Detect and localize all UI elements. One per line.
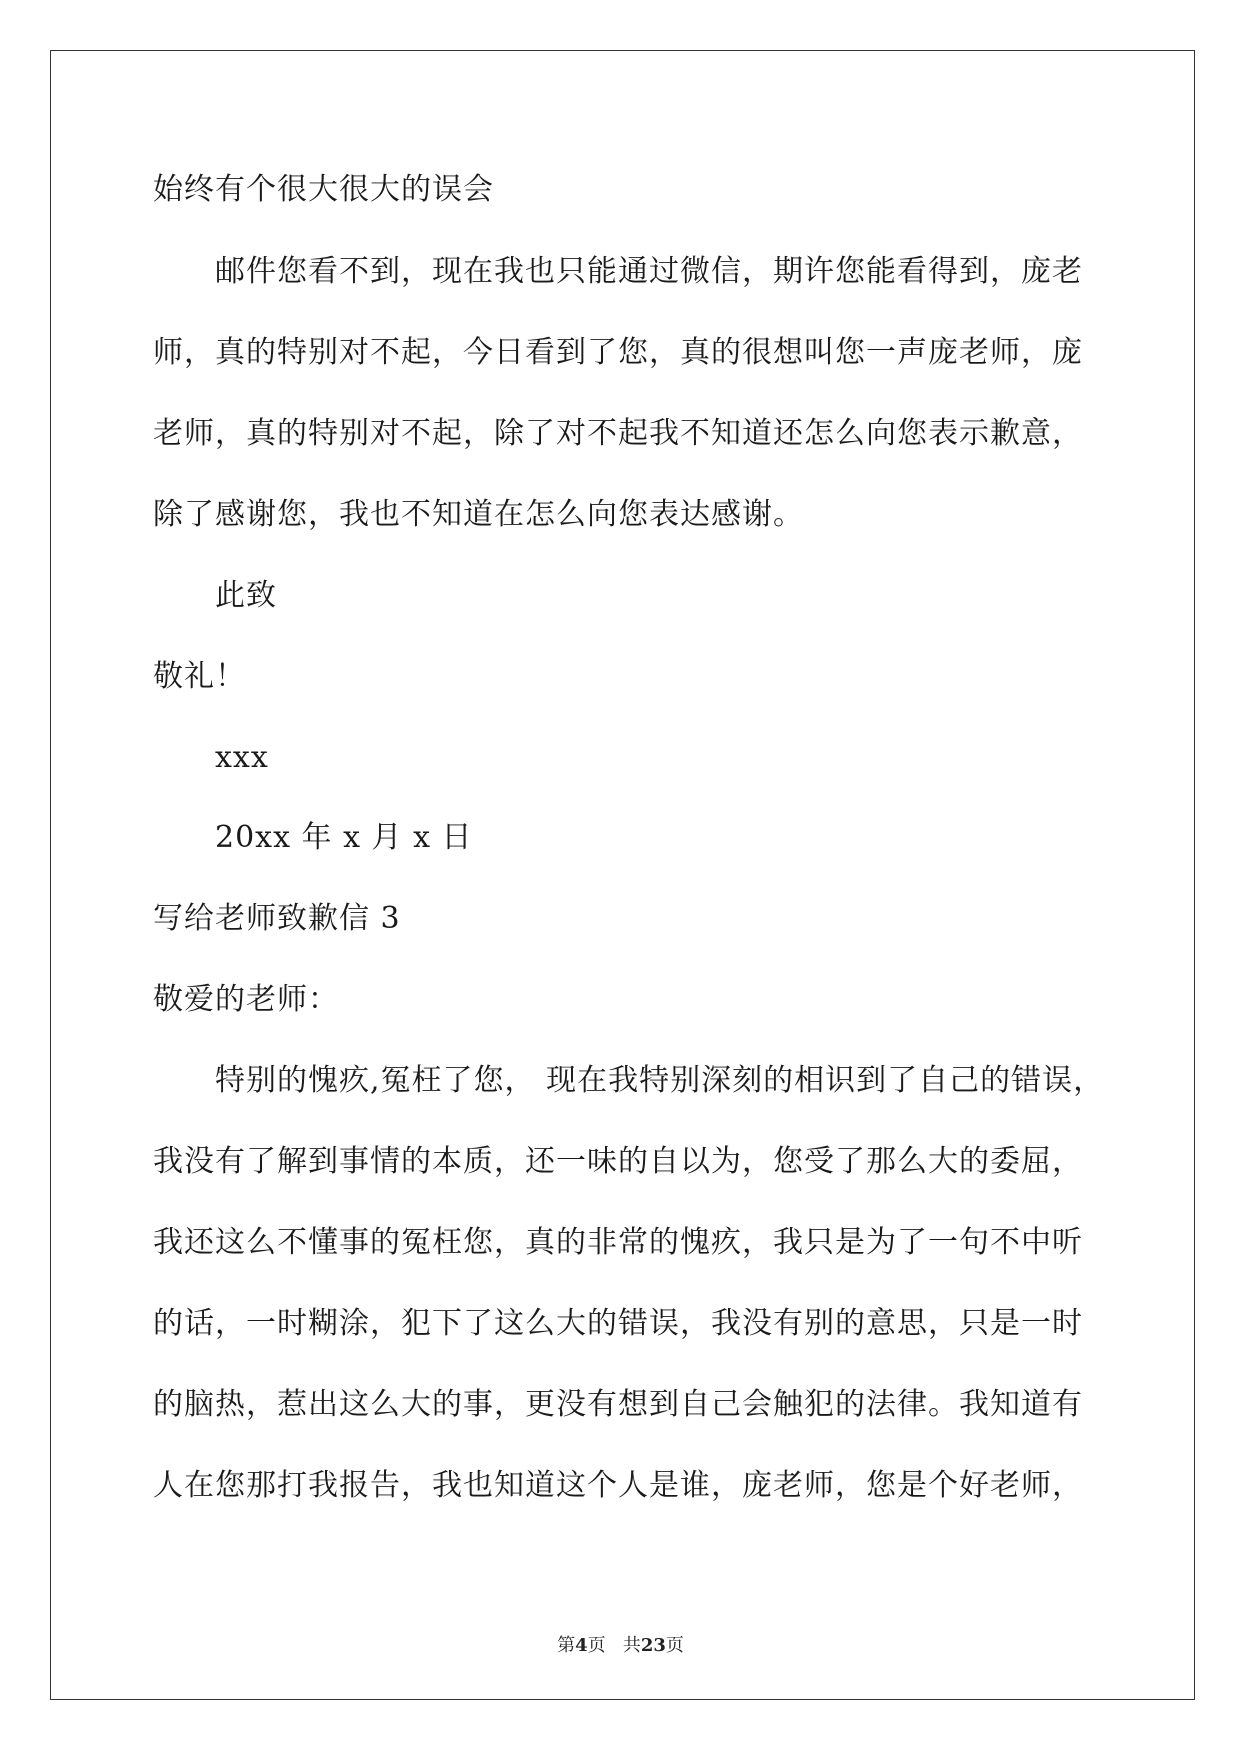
total-label-prefix: 共 [622,1635,641,1656]
text-line: 的话，一时糊涂，犯下了这么大的错误，我没有别的意思，只是一时 [153,1306,1083,1341]
text-line: 特别的愧疚,冤枉了您， 现在我特别深刻的相识到了自己的错误， [215,1063,1105,1098]
signature-date: 20xx 年 x 月 x 日 [215,820,473,855]
text-line: 邮件您看不到，现在我也只能通过微信，期许您能看得到，庞老 [215,254,1083,289]
page-footer [0,1634,1241,1658]
text-line: 的脑热，惹出这么大的事，更没有想到自己会触犯的法律。我知道有 [153,1387,1083,1422]
page-number: 4 [575,1635,588,1656]
text-line: 人在您那打我报告，我也知道这个人是谁，庞老师，您是个好老师， [153,1468,1083,1503]
letter-greeting: 敬爱的老师： [153,982,339,1017]
section-heading: 写给老师致歉信 3 [153,901,401,936]
text-line: 老师，真的特别对不起，除了对不起我不知道还怎么向您表示歉意， [153,416,1083,451]
page-label-prefix: 第 [557,1635,576,1656]
text-line: 除了感谢您，我也不知道在怎么向您表达感谢。 [153,497,804,532]
page-border [50,50,1195,1700]
total-pages: 23 [640,1635,666,1656]
text-line: 师，真的特别对不起，今日看到了您，真的很想叫您一声庞老师，庞 [153,335,1083,370]
text-line: 始终有个很大很大的误会 [153,172,494,207]
text-line: 我还这么不懂事的冤枉您，真的非常的愧疚，我只是为了一句不中听 [153,1225,1083,1260]
closing-salutation: 此致 [215,578,277,613]
text-line: 我没有了解到事情的本质，还一味的自以为，您受了那么大的委屈， [153,1144,1083,1179]
closing-regards: 敬礼！ [153,659,246,694]
page-label-suffix: 页 [587,1635,606,1656]
signature-name: xxx [215,740,269,775]
total-label-suffix: 页 [665,1635,684,1656]
